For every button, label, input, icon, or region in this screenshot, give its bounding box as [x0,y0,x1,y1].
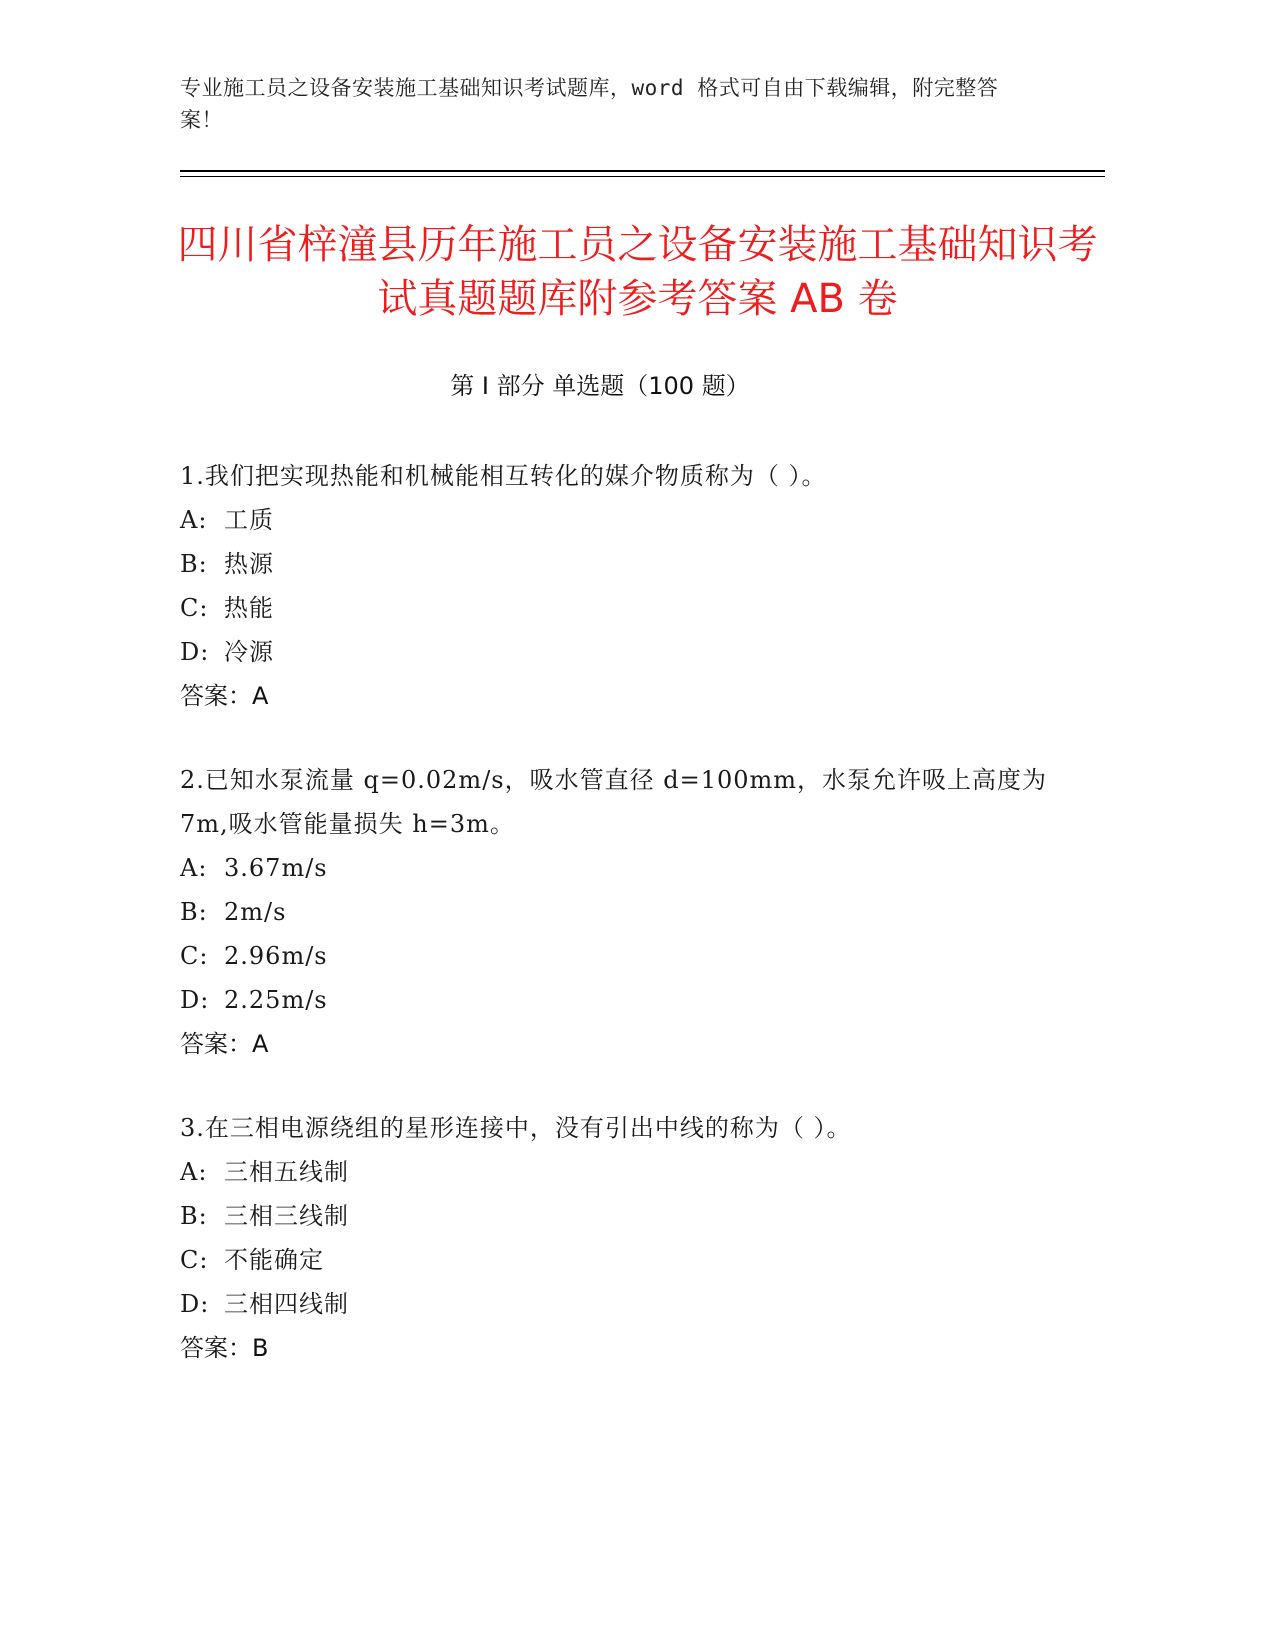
question-1 [180,454,1050,718]
answer-line: 答案：B [180,1334,269,1362]
option-text: 2m/s [224,898,287,926]
option-key: B: [180,550,208,578]
option-text: 三相三线制 [224,1202,349,1230]
question-stem: 2.已知水泵流量 q=0.02m/s，吸水管直径 d=100mm，水泵允许吸上高度为 7m,吸水管能量损失 h=3m。 [180,766,1048,838]
document-title: 四川省梓潼县历年施工员之设备安装施工基础知识考试真题题库附参考答案 AB 卷 [177,222,1098,322]
option-a [180,1150,1050,1194]
option-key: A: [180,506,208,534]
option-b [180,1194,1050,1238]
section-title: 第 I 部分 单选题（100 题） [450,372,750,400]
option-c [180,1238,1050,1282]
question-stem: 1.我们把实现热能和机械能相互转化的媒介物质称为（ ）。 [180,462,827,490]
option-text: 3.67m/s [224,854,328,882]
option-text: 热能 [224,594,274,622]
option-a [180,846,1050,890]
option-d [180,978,1050,1022]
answer-line: 答案：A [180,682,269,710]
option-c [180,934,1050,978]
option-key: D: [180,986,210,1014]
option-key: C: [180,594,209,622]
option-d [180,1282,1050,1326]
option-text: 热源 [224,550,274,578]
answer-line: 答案：A [180,1030,269,1058]
option-text: 不能确定 [224,1246,324,1274]
option-key: D: [180,638,210,666]
option-text: 三相五线制 [224,1158,349,1186]
option-text: 冷源 [224,638,274,666]
question-3 [180,1106,1050,1370]
option-key: D: [180,1290,210,1318]
option-key: C: [180,942,209,970]
option-text: 工质 [224,506,274,534]
header-divider-thick [180,170,1105,172]
question-stem: 3.在三相电源绕组的星形连接中，没有引出中线的称为（ ）。 [180,1114,852,1142]
option-c [180,586,1050,630]
option-a [180,498,1050,542]
option-d [180,630,1050,674]
header-divider-thin [180,176,1105,177]
option-key: C: [180,1246,209,1274]
option-key: B: [180,1202,208,1230]
option-key: B: [180,898,208,926]
question-2 [180,758,1050,1066]
option-text: 三相四线制 [224,1290,349,1318]
option-b [180,542,1050,586]
option-key: A: [180,854,208,882]
option-text: 2.25m/s [224,986,328,1014]
option-b [180,890,1050,934]
header-note: 专业施工员之设备安装施工基础知识考试题库，word 格式可自由下载编辑，附完整答案！ [180,76,999,132]
option-key: A: [180,1158,208,1186]
option-text: 2.96m/s [224,942,328,970]
